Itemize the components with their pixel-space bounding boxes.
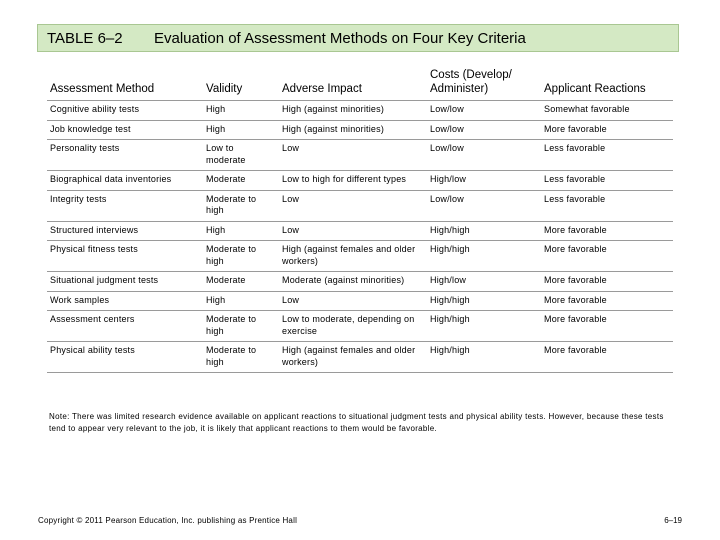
table-cell: Integrity tests (47, 190, 203, 221)
table-cell: Low (279, 190, 427, 221)
table-row (47, 120, 673, 140)
table-cell: Structured interviews (47, 221, 203, 241)
column-header: Assessment Method (50, 83, 155, 95)
table-cell: Biographical data inventories (47, 171, 203, 191)
table-cell: Moderate to high (203, 311, 279, 342)
column-header: Costs (Develop/ Administer) (430, 69, 512, 95)
table-cell: Physical ability tests (47, 342, 203, 373)
table-cell: Moderate to high (203, 342, 279, 373)
table-cell: Work samples (47, 291, 203, 311)
table-row (47, 140, 673, 171)
table-cell: Moderate (203, 272, 279, 292)
table-cell: More favorable (541, 291, 673, 311)
table-cell: More favorable (541, 311, 673, 342)
table-row (47, 221, 673, 241)
table-cell: High (against females and older workers) (279, 342, 427, 373)
table-cell: High/high (427, 241, 541, 272)
table-row (47, 101, 673, 121)
table-cell: Low/low (427, 120, 541, 140)
table-cell: Low to moderate, depending on exercise (279, 311, 427, 342)
table-cell: Moderate (against minorities) (279, 272, 427, 292)
table-row (47, 171, 673, 191)
table-number: TABLE 6–2 (47, 30, 123, 47)
table-cell: High/high (427, 291, 541, 311)
table-cell: High/low (427, 171, 541, 191)
table-cell: High (203, 120, 279, 140)
table-cell: More favorable (541, 120, 673, 140)
table-row (47, 241, 673, 272)
table-cell: Less favorable (541, 190, 673, 221)
table-cell: Assessment centers (47, 311, 203, 342)
table-cell: High (203, 291, 279, 311)
table-cell: High (203, 221, 279, 241)
table-cell: High/low (427, 272, 541, 292)
table-cell: High (203, 101, 279, 121)
table-cell: Moderate to high (203, 190, 279, 221)
table-row (47, 272, 673, 292)
table-cell: High (against minorities) (279, 101, 427, 121)
table-cell: High/high (427, 221, 541, 241)
table-cell: Moderate (203, 171, 279, 191)
table-row (47, 291, 673, 311)
copyright-notice: Copyright © 2011 Pearson Education, Inc. publishing as Prentice Hall (38, 516, 298, 525)
table-cell: Situational judgment tests (47, 272, 203, 292)
column-header: Validity (206, 83, 243, 95)
table-row (47, 311, 673, 342)
table-cell: Moderate to high (203, 241, 279, 272)
table-cell: Cognitive ability tests (47, 101, 203, 121)
table-cell: Low/low (427, 190, 541, 221)
table-cell: Low (279, 221, 427, 241)
table-cell: High/high (427, 342, 541, 373)
page-number: 6–19 (664, 516, 682, 525)
table-header-row (47, 68, 673, 101)
table-cell: High (against females and older workers) (279, 241, 427, 272)
table-cell: Personality tests (47, 140, 203, 171)
column-header: Applicant Reactions (544, 83, 646, 95)
table-cell: Low/low (427, 101, 541, 121)
table-cell: Low to high for different types (279, 171, 427, 191)
table-note: Note: There was limited research evidence available on applicant reactions to situational judgment tests and physical ability tests. However, because these tests tend to appear very relevant to the job, it is likely that applicant reactions to them would be favorable. (49, 412, 664, 433)
table-cell: Low/low (427, 140, 541, 171)
table-cell: High/high (427, 311, 541, 342)
table-cell: Somewhat favorable (541, 101, 673, 121)
table-row (47, 190, 673, 221)
table-cell: More favorable (541, 342, 673, 373)
table-cell: Less favorable (541, 140, 673, 171)
table-cell: High (against minorities) (279, 120, 427, 140)
column-header: Adverse Impact (282, 83, 362, 95)
table-cell: Low (279, 140, 427, 171)
table-title: Evaluation of Assessment Methods on Four Key Criteria (154, 30, 526, 47)
table-cell: Less favorable (541, 171, 673, 191)
table-cell: More favorable (541, 241, 673, 272)
table-cell: Low to moderate (203, 140, 279, 171)
table-cell: More favorable (541, 221, 673, 241)
table-cell: More favorable (541, 272, 673, 292)
table-row (47, 342, 673, 373)
table-cell: Physical fitness tests (47, 241, 203, 272)
table-cell: Job knowledge test (47, 120, 203, 140)
table-cell: Low (279, 291, 427, 311)
table-title-bar (37, 24, 679, 52)
assessment-methods-table (47, 68, 673, 373)
